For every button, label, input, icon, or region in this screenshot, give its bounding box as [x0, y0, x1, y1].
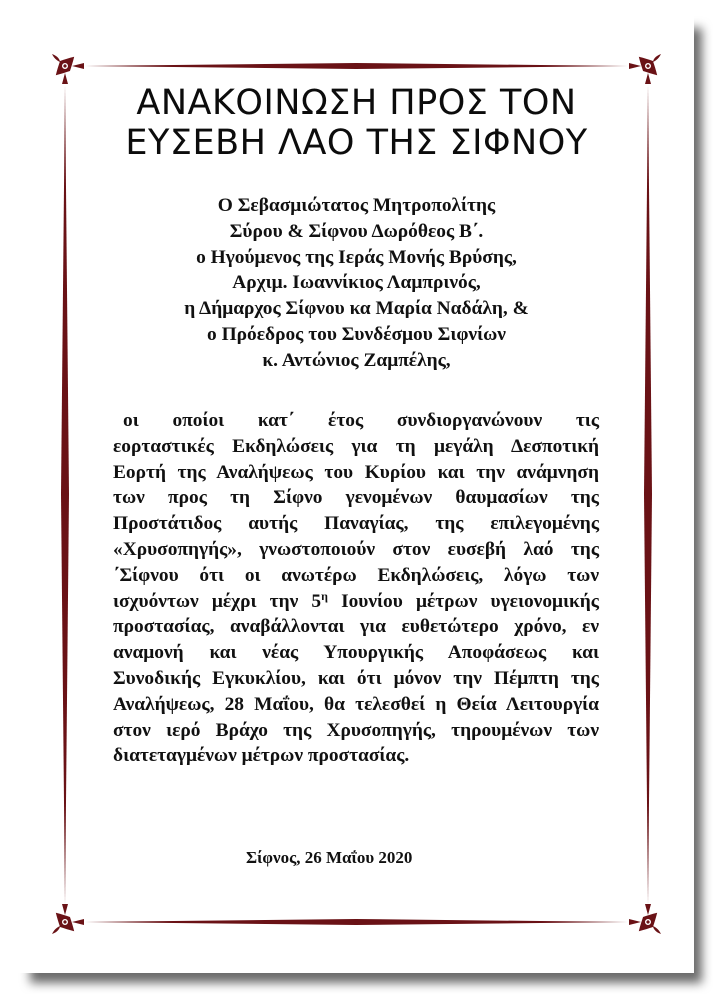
body-line: ΄Σίφνου ότι οι ανωτέρω Εκδηλώσεις, λόγω των [113, 564, 599, 586]
corner-ornament-bottom-left [51, 904, 84, 936]
border-left [61, 85, 69, 905]
body-line-part: ισχυόντων μέχρι την 5 [113, 590, 322, 612]
body-line: Προστάτιδος αυτής Παναγίας, της επιλεγομένης [113, 513, 599, 535]
signatory-line: Αρχιμ. Ιωαννίκιος Λαμπρινός, [232, 272, 481, 294]
title-line: ΑΝΑΚΟΙΝΩΣΗ ΠΡΟΣ ΤΟΝ [136, 83, 577, 123]
date-line: Σίφνος, 26 Μαΐου 2020 [246, 848, 413, 867]
border-bottom [85, 919, 628, 925]
corner-ornament-top-left [51, 52, 84, 84]
body-line: διατεταγμένων μέτρων προστασίας. [113, 745, 410, 767]
signatory-line: η Δήμαρχος Σίφνου κα Μαρία Ναδάλη, & [184, 298, 529, 320]
ordinal-superscript: η [321, 588, 328, 603]
title-line: ΕΥΣΕΒΗ ΛΑΟ ΤΗΣ ΣΙΦΝΟΥ [125, 123, 588, 163]
signatory-line: ο Πρόεδρος του Συνδέσμου Σιφνίων [207, 323, 506, 345]
body-line-part: Ιουνίου μέτρων υγειονομικής [327, 590, 599, 612]
signatory-line: κ. Αντώνιος Ζαμπέλης, [262, 349, 451, 371]
body-line [113, 589, 599, 615]
signatory-line: Ο Σεβασμιώτατος Μητροπολίτης [217, 195, 496, 216]
corner-ornament-top-right [629, 52, 662, 84]
body-line: Συνοδικής Εγκυκλίου, και ότι μόνον την Πέμπτη της [113, 667, 599, 689]
border-right [644, 85, 652, 905]
body-line: προστασίας, αναβάλλονται για ευθετώτερο χρόνο, εν [113, 616, 599, 638]
body-line: οι οποίοι κατ΄ έτος συνδιοργανώνουν τις [123, 410, 599, 431]
body-line: εορταστικές Εκδηλώσεις για τη μεγάλη Δεσποτική [113, 435, 599, 457]
body-line: «Χρυσοπηγής», γνωστοποιούν στον ευσεβή λαό της [113, 538, 599, 560]
corner-ornament-bottom-right [629, 904, 662, 936]
announcement-body [113, 408, 599, 769]
body-line: Αναλήψεως, 28 Μαΐου, θα τελεσθεί η Θεία Λειτουργία [113, 693, 599, 715]
body-line: στον ιερό Βράχο της Χρυσοπηγής, τηρουμένων των [113, 719, 599, 741]
signatories-block [100, 193, 613, 374]
announcement-title [100, 83, 613, 163]
body-line: Εορτή της Αναλήψεως του Κυρίου και την ανάμνηση [113, 461, 599, 483]
border-top [85, 63, 628, 69]
body-line: των προς τη Σίφνο γενομένων θαυμασίων της [113, 487, 599, 509]
body-line: αναμονή και νέας Υπουργικής Αποφάσεως και [113, 642, 599, 664]
signatory-line: ο Ηγούμενος της Ιεράς Μονής Βρύσης, [196, 246, 517, 268]
signatory-line: Σύρου & Σίφνου Δωρόθεος Β΄. [229, 220, 484, 242]
